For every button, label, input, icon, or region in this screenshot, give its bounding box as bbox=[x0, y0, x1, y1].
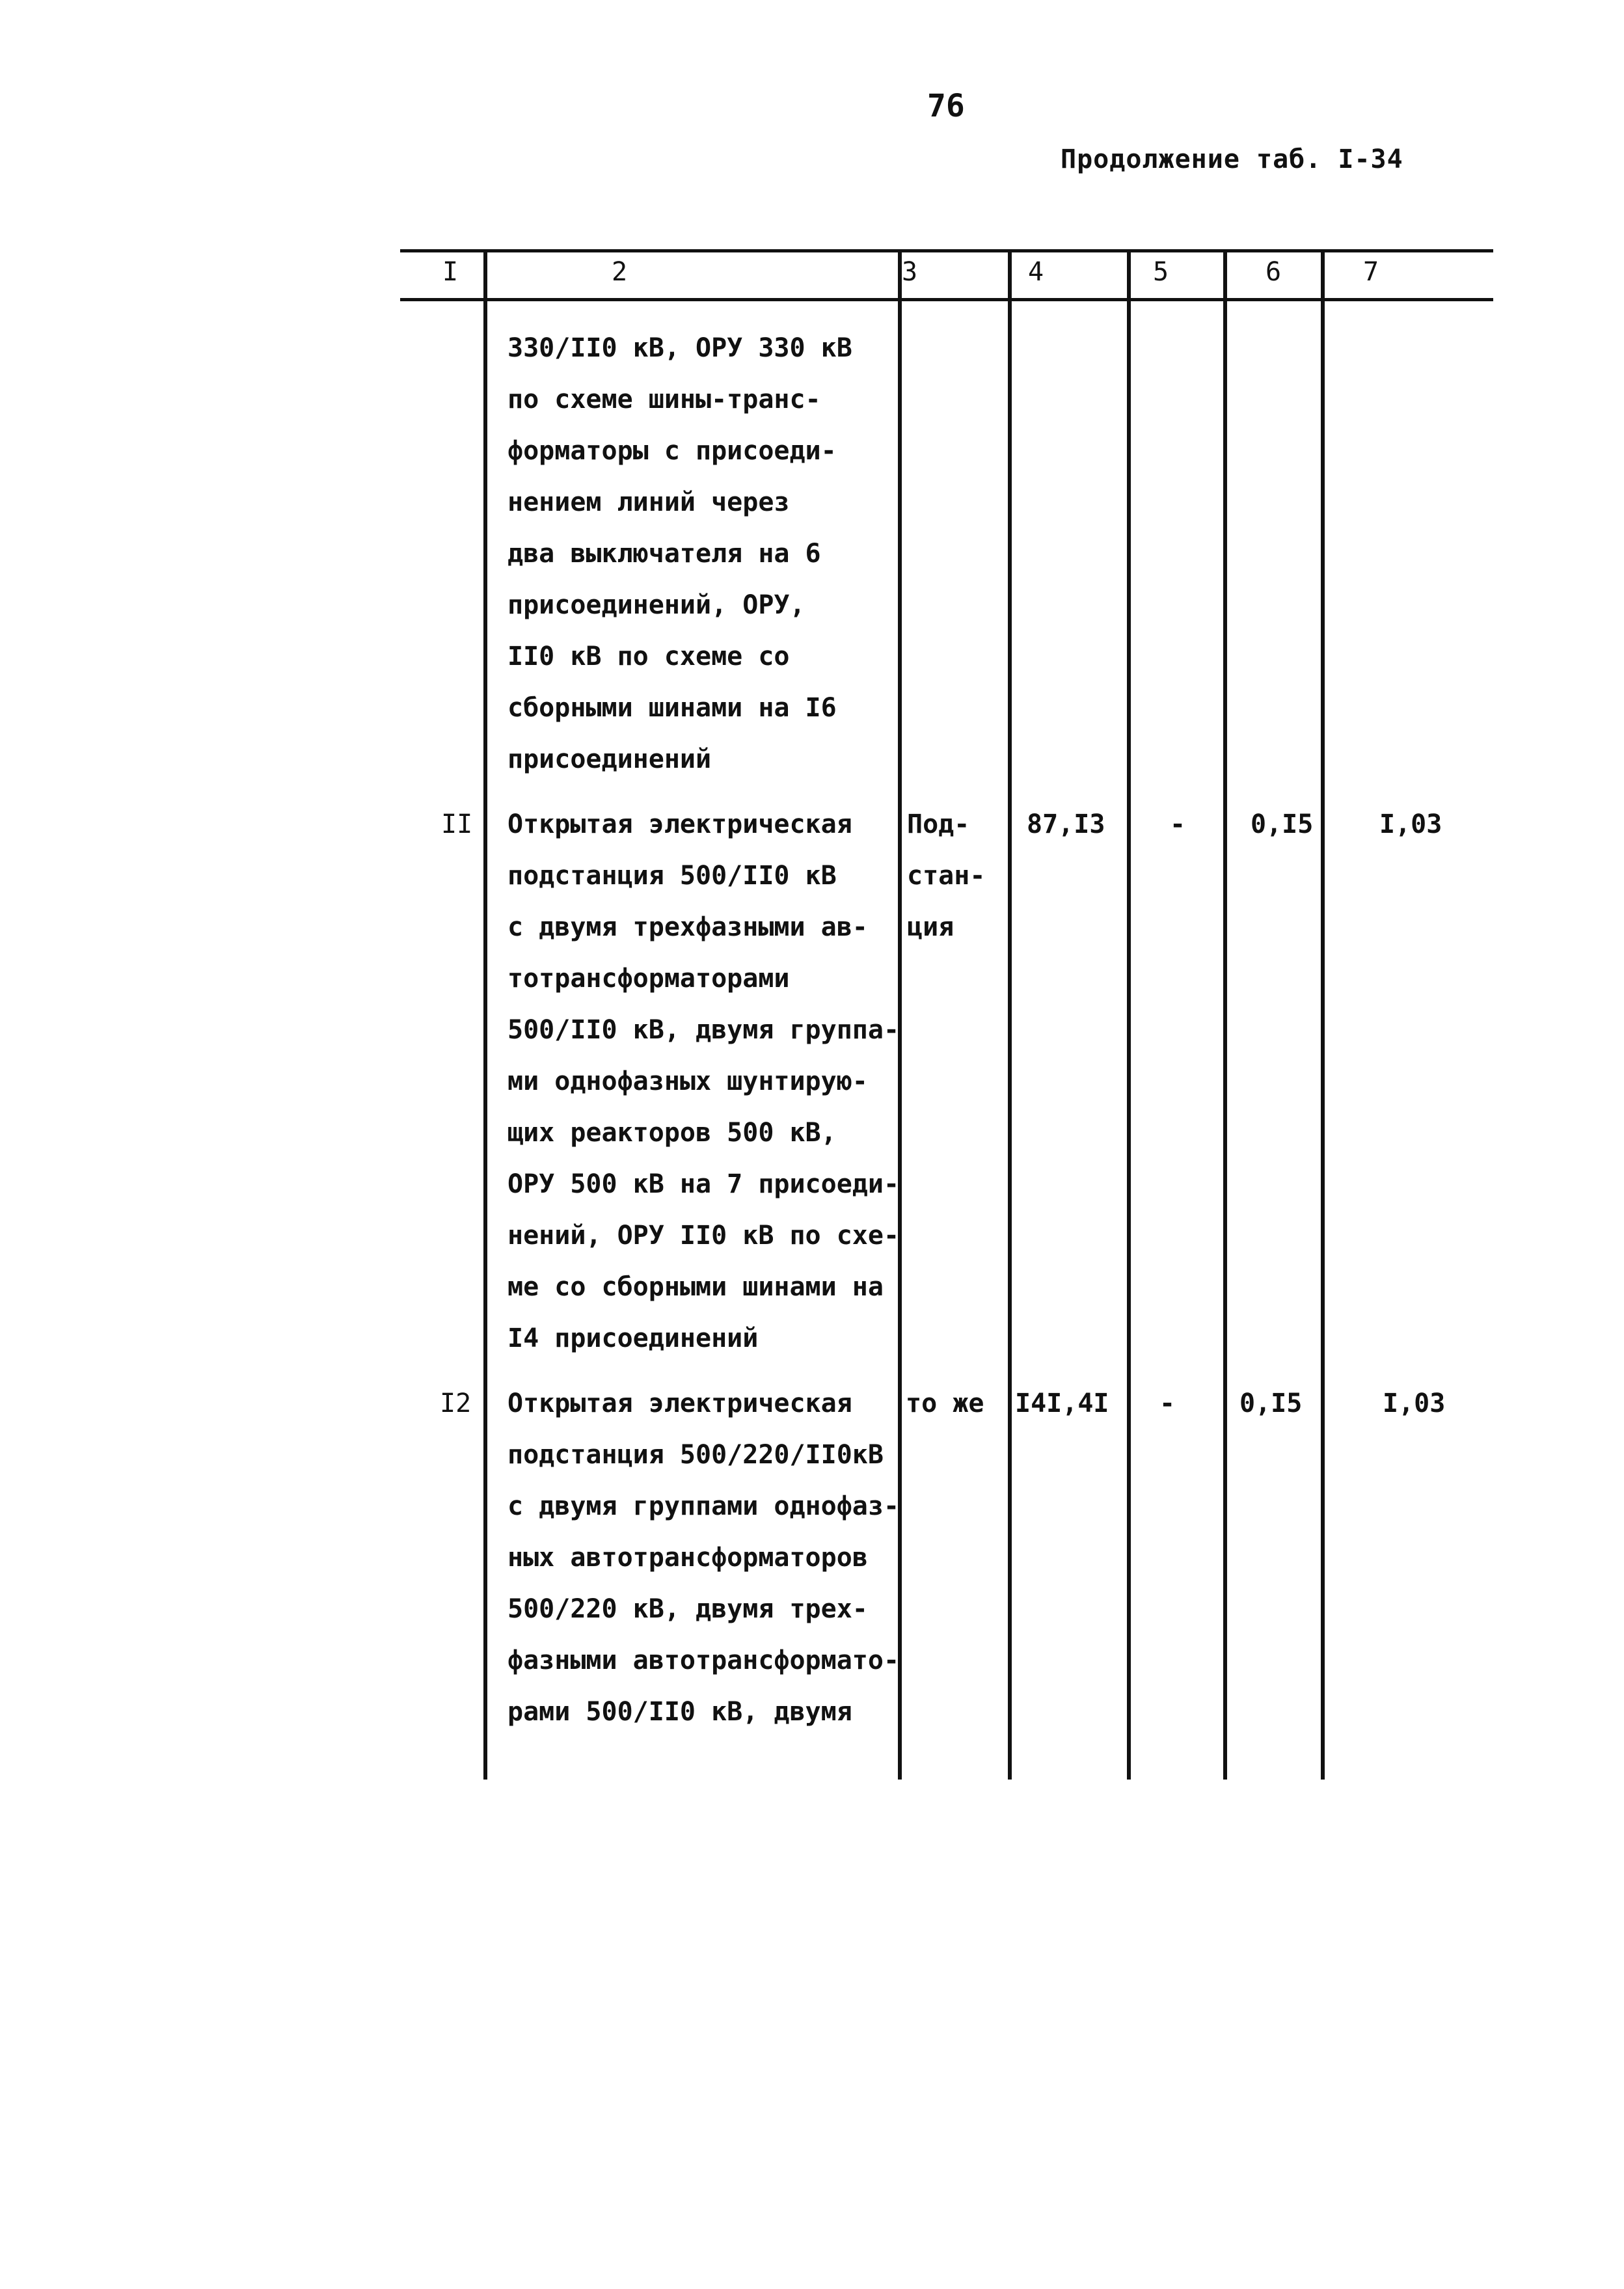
row-type-cell: стан- bbox=[907, 861, 986, 891]
row-value-col5: - bbox=[1170, 809, 1186, 839]
row-value-col4: I4I,4I bbox=[1015, 1388, 1109, 1418]
column-header: I bbox=[442, 257, 459, 287]
column-header: 2 bbox=[612, 257, 628, 287]
table-header-rule bbox=[400, 298, 1493, 301]
column-header: 4 bbox=[1028, 257, 1044, 287]
table-top-rule bbox=[400, 249, 1493, 252]
row-description-line: тотрансформаторами bbox=[508, 964, 790, 994]
row-description-line: II0 кВ по схеме со bbox=[508, 642, 790, 671]
row-description-line: подстанция 500/220/II0кВ bbox=[508, 1440, 884, 1470]
table-continuation-caption: Продолжение таб. I-34 bbox=[1061, 144, 1403, 174]
row-description-line: фазными автотрансформато- bbox=[508, 1646, 900, 1675]
column-header: 7 bbox=[1363, 257, 1379, 287]
row-type-cell: ция bbox=[907, 912, 954, 942]
row-description-line: с двумя группами однофаз- bbox=[508, 1491, 900, 1521]
row-value-col5: - bbox=[1159, 1388, 1176, 1418]
row-description-line: Открытая электрическая bbox=[508, 809, 852, 839]
row-description-line: 500/220 кВ, двумя трех- bbox=[508, 1594, 868, 1624]
row-description-line: присоединений, ОРУ, bbox=[508, 590, 805, 620]
column-divider bbox=[1008, 251, 1012, 1780]
row-value-col4: 87,I3 bbox=[1027, 809, 1105, 839]
column-header: 5 bbox=[1153, 257, 1169, 287]
column-divider bbox=[1223, 251, 1227, 1780]
row-description-line: нением линий через bbox=[508, 487, 790, 517]
row-description-line: Открытая электрическая bbox=[508, 1388, 852, 1418]
column-header: 6 bbox=[1265, 257, 1282, 287]
row-description-line: два выключателя на 6 bbox=[508, 539, 821, 569]
row-type-cell: Под- bbox=[907, 809, 970, 839]
row-description-line: ми однофазных шунтирую- bbox=[508, 1066, 868, 1096]
row-description-line: по схеме шины-транс- bbox=[508, 385, 821, 414]
row-value-col6: 0,I5 bbox=[1251, 809, 1314, 839]
row-description-line: сборными шинами на I6 bbox=[508, 693, 837, 723]
page-number: 76 bbox=[927, 88, 965, 124]
row-description-line: ОРУ 500 кВ на 7 присоеди- bbox=[508, 1169, 900, 1199]
row-description-line: присоединений bbox=[508, 744, 712, 774]
column-divider bbox=[1127, 251, 1131, 1780]
row-number: I2 bbox=[440, 1388, 472, 1418]
row-description-line: ме со сборными шинами на bbox=[508, 1272, 884, 1302]
column-divider bbox=[483, 251, 487, 1780]
row-description-line: I4 присоединений bbox=[508, 1323, 759, 1353]
row-value-col7: I,03 bbox=[1383, 1388, 1446, 1418]
row-description-line: 500/II0 кВ, двумя группа- bbox=[508, 1015, 900, 1045]
row-description-line: нений, ОРУ II0 кВ по схе- bbox=[508, 1221, 900, 1251]
row-description-line: щих реакторов 500 кВ, bbox=[508, 1118, 837, 1148]
row-description-line: ных автотрансформаторов bbox=[508, 1543, 868, 1573]
row-description-line: рами 500/II0 кВ, двумя bbox=[508, 1697, 852, 1727]
row-description-line: подстанция 500/II0 кВ bbox=[508, 861, 837, 891]
row-type-cell: то же bbox=[906, 1388, 984, 1418]
row-description-line: форматоры с присоеди- bbox=[508, 436, 837, 466]
column-header: 3 bbox=[902, 257, 918, 287]
row-description-line: с двумя трехфазными ав- bbox=[508, 912, 868, 942]
row-number: II bbox=[441, 809, 473, 839]
row-value-col7: I,03 bbox=[1379, 809, 1442, 839]
column-divider bbox=[1321, 251, 1325, 1780]
row-value-col6: 0,I5 bbox=[1239, 1388, 1303, 1418]
row-description-line: 330/II0 кВ, ОРУ 330 кВ bbox=[508, 333, 852, 363]
